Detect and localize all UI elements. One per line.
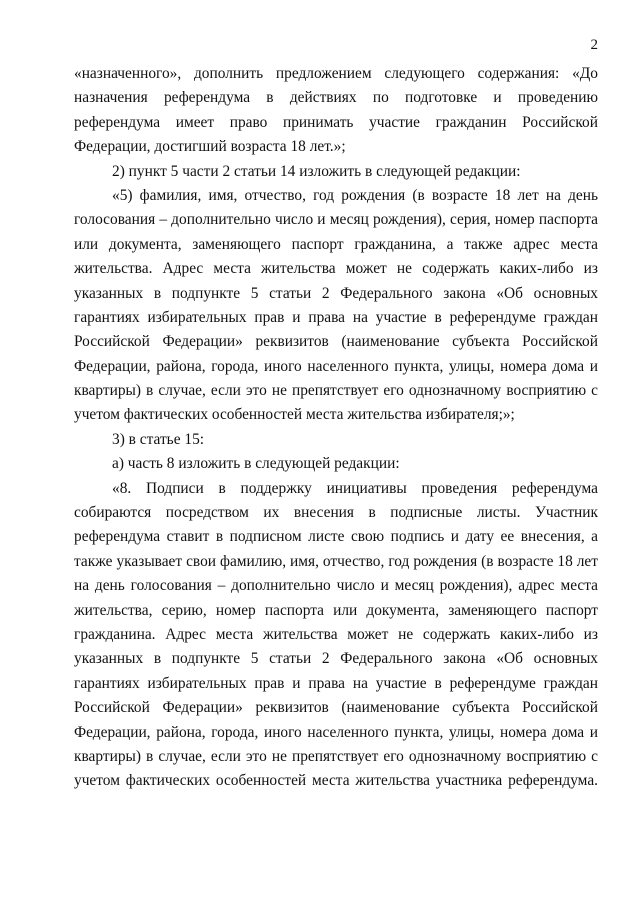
text-line: жительства, серию, номер паспорта или документа, заменяющего паспорт — [74, 601, 598, 619]
text-line: указанных в подпункте 5 статьи 2 Федерального закона «Об основных — [74, 284, 598, 302]
text-line: референдума ставит в подписном листе свою подпись и дату ее внесения, а — [74, 528, 598, 546]
text-line: гарантиях избирательных прав и права на участие в референдуме граждан — [74, 674, 598, 692]
text-line: квартиры) в случае, если это не препятствует его однозначному восприятию с — [74, 747, 598, 765]
text-line: квартиры) в случае, если это не препятствует его однозначному восприятию с — [74, 382, 598, 400]
text-line: «назначенного», дополнить предложением следующего содержания: «До — [74, 65, 598, 82]
text-line: Федерации, района, города, иного населенного пункта, улицы, номера дома и — [74, 357, 598, 375]
text-line: или документа, заменяющего паспорт гражданина, а также адрес места — [74, 235, 598, 253]
page-number: 2 — [590, 37, 598, 53]
text-line: на день голосования – дополнительно число и месяц рождения), адрес места — [74, 577, 598, 595]
text-line: Российской Федерации» реквизитов (наименование субъекта Российской — [74, 699, 598, 717]
text-line: собираются посредством их внесения в подписные листы. Участник — [74, 504, 598, 522]
text-line: гарантиях избирательных прав и права на участие в референдуме граждан — [74, 308, 598, 326]
text-line: гражданина. Адрес места жительства может не содержать каких-либо из — [74, 625, 598, 643]
text-line: Российской Федерации» реквизитов (наименование субъекта Российской — [74, 333, 598, 351]
text-line: учетом фактических особенностей места жительства избирателя;»; — [74, 406, 515, 424]
text-line: также указывает свои фамилию, имя, отчество, год рождения (в возрасте 18 лет — [74, 552, 598, 570]
text-line: указанных в подпункте 5 статьи 2 Федерального закона «Об основных — [74, 650, 598, 668]
text-line: жительства. Адрес места жительства может не содержать каких-либо из — [74, 260, 598, 278]
text-line: Федерации, района, города, иного населенного пункта, улицы, номера дома и — [74, 723, 598, 741]
text-line: назначения референдума в действиях по подготовке и проведению — [74, 89, 598, 107]
document-body — [74, 62, 598, 794]
text-line: «8. Подписи в поддержку инициативы проведения референдума — [112, 479, 598, 497]
text-line: Федерации, достигший возраста 18 лет.»; — [74, 138, 346, 156]
text-line: «5) фамилия, имя, отчество, год рождения (в возрасте 18 лет на день — [112, 186, 598, 204]
text-line: 2) пункт 5 части 2 статьи 14 изложить в следующей редакции: — [112, 162, 521, 180]
text-line: учетом фактических особенностей места жительства участника референдума. — [74, 772, 598, 790]
text-line: 3) в статье 15: — [112, 430, 205, 448]
text-line: референдума имеет право принимать участие гражданин Российской — [74, 113, 598, 131]
text-line: голосования – дополнительно число и месяц рождения), серия, номер паспорта — [74, 211, 598, 229]
text-line: а) часть 8 изложить в следующей редакции: — [112, 455, 400, 473]
